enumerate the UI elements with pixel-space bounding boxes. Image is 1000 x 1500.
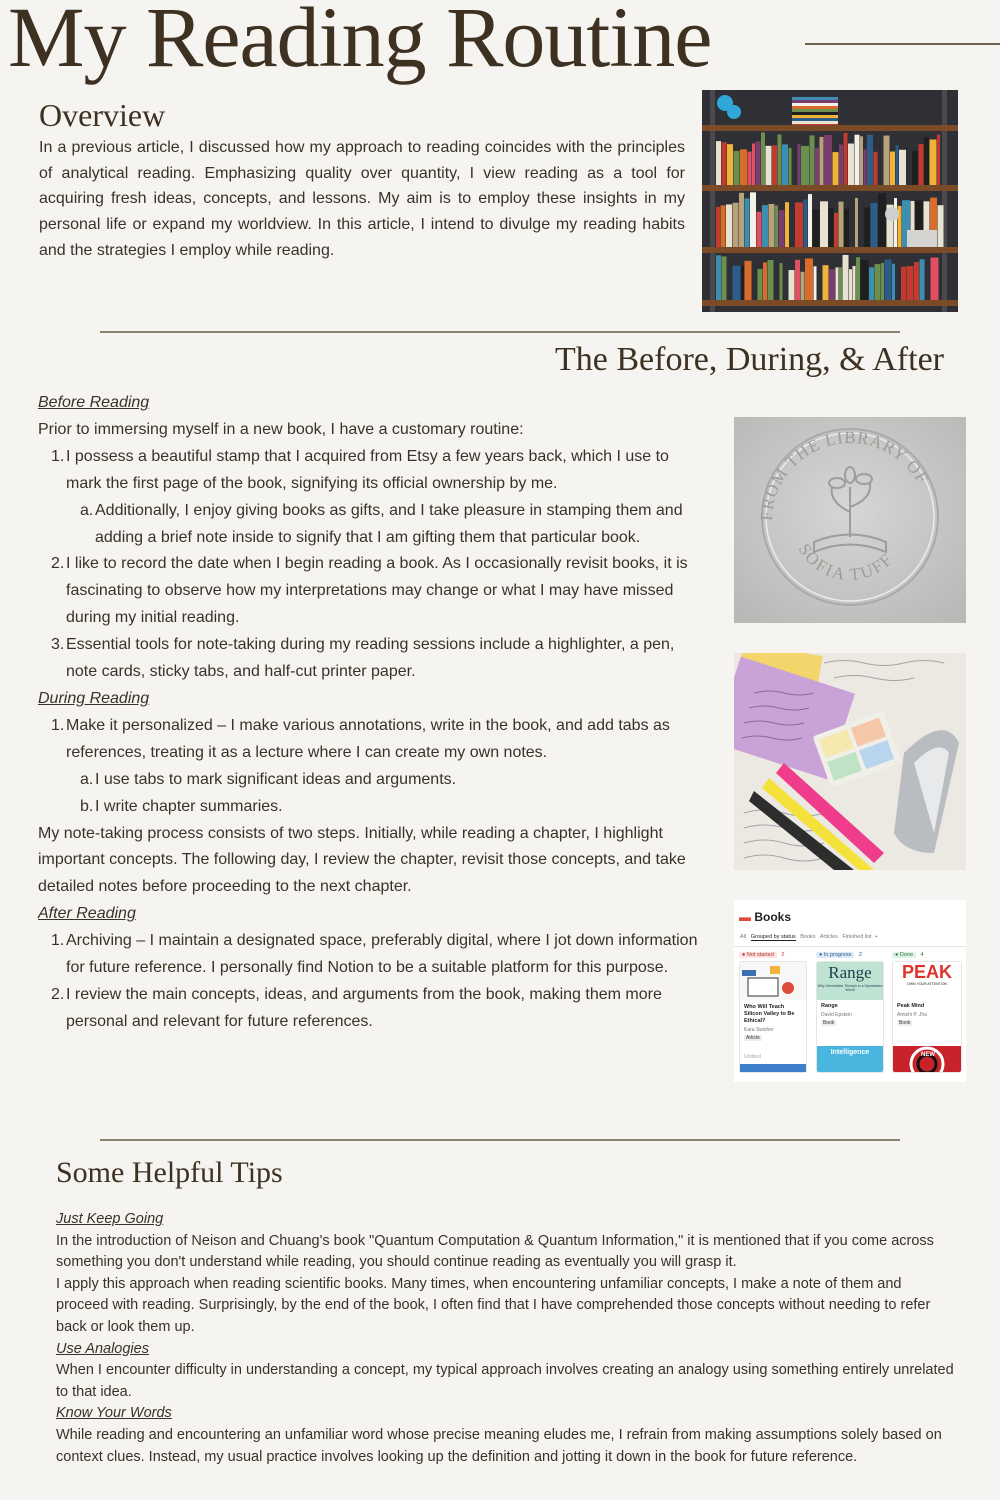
tip-know-your-words-title: Know Your Words bbox=[56, 1405, 172, 1422]
status-badge: ● Not started bbox=[739, 952, 777, 958]
book-spine bbox=[739, 193, 744, 247]
book-spine bbox=[901, 267, 906, 300]
list-item: 3. Essential tools for note-taking during my reading sessions include a highlighter, a pen, note cards, sticky tabs, and half-cut printer paper. bbox=[51, 636, 675, 681]
book-spine bbox=[768, 260, 774, 300]
book-spine bbox=[808, 194, 812, 247]
card-tag: Book bbox=[823, 1020, 835, 1026]
tab-books[interactable]: Books bbox=[800, 934, 816, 940]
book-spine bbox=[885, 259, 892, 300]
routine-section bbox=[38, 390, 708, 1036]
book-spine bbox=[884, 136, 890, 185]
book-spine bbox=[839, 202, 844, 247]
tip-paragraph: I apply this approach when reading scientific books. Many times, when encountering unfamiliar concepts, I make a note of them and proceed with reading. Surprisingly, by the end of the book, I often find that I have comprehended those concepts without needing to refer back or look them up. bbox=[56, 1275, 931, 1335]
list-item: b. I write chapter summaries. bbox=[80, 797, 283, 815]
book-spine bbox=[789, 270, 795, 300]
book-spine bbox=[772, 145, 777, 185]
note-taking-tools-photo bbox=[734, 653, 966, 870]
section-divider bbox=[100, 331, 900, 333]
status-count: 4 bbox=[920, 952, 924, 958]
book-spine bbox=[778, 134, 782, 185]
card-tag: Book bbox=[899, 1020, 911, 1026]
books-icon: ▬ bbox=[739, 910, 751, 924]
book-spine bbox=[750, 192, 756, 247]
section-divider bbox=[100, 1139, 900, 1141]
notion-tab-bar bbox=[740, 934, 878, 940]
book-spine bbox=[815, 148, 819, 185]
helpful-tips-heading: Some Helpful Tips bbox=[56, 1156, 283, 1189]
book-spine bbox=[924, 137, 929, 185]
list-item: 1. Archiving – I maintain a designated space, preferably digital, where I jot down information for future reference. I personally find Notion to be a suitable platform for this purpose. bbox=[51, 932, 698, 977]
book-spine bbox=[756, 141, 761, 185]
book-stack bbox=[792, 112, 838, 115]
book-spine bbox=[722, 256, 727, 300]
book-spine bbox=[820, 201, 828, 247]
book-spine bbox=[899, 150, 906, 185]
card-author: David Epstein bbox=[821, 1012, 852, 1018]
list-item: 2. I like to record the date when I begin reading a book. As I occasionally revisit books, it is fascinating to observe how my interpretations may change or what I may have missed during my initial reading. bbox=[51, 555, 688, 627]
book-spine bbox=[912, 151, 918, 185]
card-tag: Article bbox=[746, 1035, 760, 1041]
book-spine bbox=[789, 148, 792, 185]
before-reading-subheading: Before Reading bbox=[38, 394, 150, 411]
book-spine bbox=[763, 262, 767, 300]
notes-illustration bbox=[734, 653, 966, 870]
list-item: a. Additionally, I enjoy giving books as gifts, and I take pleasure in stamping them and adding a brief note inside to signify that I am gifting them that particular book. bbox=[80, 501, 683, 546]
add-icon[interactable]: + bbox=[874, 934, 878, 940]
tab-finished-list[interactable]: Finished list bbox=[842, 934, 872, 940]
book-spine bbox=[878, 193, 886, 247]
book-spine bbox=[741, 266, 744, 300]
book-spine bbox=[860, 136, 863, 185]
book-spine bbox=[894, 198, 897, 247]
book-spine bbox=[930, 139, 937, 185]
card-cover: Range Why Generalists Triumph in a Specialized World bbox=[817, 962, 883, 1000]
book-spine bbox=[843, 255, 849, 300]
list-item: 1. Make it personalized – I make various annotations, write in the book, and add tabs as references, treating it as a lecture where I can create my own notes. bbox=[51, 716, 670, 761]
tip-paragraph: When I encounter difficulty in understanding a concept, my typical approach involves creating an analogy using something entirely unrelated to that idea. bbox=[56, 1362, 954, 1400]
tips-section bbox=[56, 1209, 956, 1468]
book-stack bbox=[792, 121, 838, 124]
book-spine bbox=[745, 198, 750, 247]
stamp-illustration bbox=[734, 417, 966, 623]
overview-text: In a previous article, I discussed how my approach to reading coincides with the principles of analytical reading. Emphasizing quality over quantity, I view reading as a tool for acquiring fresh ideas, concepts, and lessons. My aim is to employ these insights in my personal life or expand my worldview. In this article, I intend to divulge my reading habits and the strategies I employ while reading. bbox=[39, 139, 685, 259]
stamp-top-text: FROM THE LIBRARY OF bbox=[756, 427, 933, 522]
book-stack bbox=[792, 103, 838, 106]
book-spine bbox=[844, 133, 848, 185]
book-spine bbox=[855, 135, 860, 185]
bookshelf-photo bbox=[702, 90, 958, 312]
book-spine bbox=[795, 202, 803, 247]
card-title: Range bbox=[821, 1003, 838, 1009]
book-spine bbox=[853, 266, 856, 300]
card-illustration bbox=[740, 962, 806, 1000]
book-spine bbox=[937, 135, 940, 185]
book-spine bbox=[864, 207, 870, 247]
bookshelf-illustration bbox=[702, 90, 958, 312]
book-spine bbox=[820, 137, 824, 185]
book-spine bbox=[814, 266, 817, 300]
book-spine bbox=[824, 135, 832, 185]
tab-all[interactable]: All bbox=[740, 934, 747, 940]
book-spine bbox=[871, 203, 878, 247]
book-spine bbox=[762, 205, 768, 247]
card-untitled: Untitled bbox=[744, 1054, 761, 1060]
tip-just-keep-going-title: Just Keep Going bbox=[56, 1211, 164, 1227]
book-spine bbox=[869, 267, 874, 300]
note-taking-paragraph: My note-taking process consists of two steps. Initially, while reading a chapter, I highlight important concepts. The following day, I review the chapter, revisit those concepts, and take detailed notes before proceeding to the next chapter. bbox=[38, 824, 686, 896]
book-spine bbox=[766, 146, 772, 185]
book-spine bbox=[726, 204, 732, 247]
status-badge: ● Done bbox=[892, 952, 916, 958]
after-reading-subheading: After Reading bbox=[38, 905, 136, 923]
book-spine bbox=[839, 145, 843, 185]
tab-divider bbox=[734, 946, 966, 947]
book-spine bbox=[758, 269, 763, 300]
book-spine bbox=[779, 210, 785, 247]
svg-text:NEW: NEW bbox=[921, 1052, 935, 1058]
book-stack bbox=[792, 97, 838, 100]
book-spine bbox=[844, 209, 849, 247]
tip-paragraph: While reading and encountering an unfamiliar word whose precise meaning eludes me, I refrain from making assumptions solely based on context clues. Instead, my usual practice involves looking up the definition and jotting it down in the book for future reference. bbox=[56, 1426, 942, 1465]
list-item: 1. I possess a beautiful stamp that I acquired from Etsy a few years back, which I use to mark the first page of the book, signifying its official ownership by me. bbox=[51, 447, 669, 492]
book-spine bbox=[733, 266, 741, 300]
book-spine bbox=[848, 144, 854, 185]
book-spine bbox=[896, 145, 899, 185]
card-title: Peak Mind bbox=[897, 1003, 925, 1009]
book-spine bbox=[839, 267, 842, 300]
page-title: My Reading Routine bbox=[8, 0, 712, 85]
book-spine bbox=[805, 258, 813, 300]
card-cover-intelligence: Intelligence bbox=[817, 1046, 883, 1072]
book-spine bbox=[829, 269, 835, 300]
book-spine bbox=[875, 264, 881, 300]
book-spine bbox=[769, 204, 775, 247]
book-spine bbox=[813, 210, 820, 247]
book-stack bbox=[792, 118, 838, 121]
card-cover-new-world bbox=[893, 1046, 961, 1072]
book-spine bbox=[804, 199, 808, 247]
book-spine bbox=[752, 143, 755, 185]
book-spine bbox=[938, 205, 944, 247]
book-stack bbox=[792, 109, 838, 112]
book-spine bbox=[829, 208, 834, 247]
book-spine bbox=[745, 261, 752, 300]
board-column-in-progress bbox=[816, 952, 884, 1073]
board-column-done bbox=[892, 952, 962, 1073]
book-spine bbox=[727, 144, 733, 185]
book-spine bbox=[785, 202, 789, 247]
tab-grouped-by-status[interactable]: Grouped by status bbox=[750, 934, 796, 940]
before-during-after-heading: The Before, During, & After bbox=[555, 341, 944, 378]
status-badge: ● In progress bbox=[816, 952, 854, 958]
book-spine bbox=[733, 203, 739, 247]
book-spine bbox=[836, 267, 839, 300]
card-cover-strip bbox=[740, 1064, 806, 1072]
book-spine bbox=[740, 149, 747, 185]
notion-title: ▬ Books bbox=[739, 910, 792, 924]
before-reading-intro: Prior to immersing myself in a new book, I have a customary routine: bbox=[38, 420, 524, 438]
book-spine bbox=[855, 198, 858, 247]
book-spine bbox=[757, 212, 762, 247]
book-spine bbox=[782, 144, 788, 185]
board-column-not-started bbox=[739, 952, 807, 1073]
book-spine bbox=[907, 266, 914, 300]
stamp-bottom-text: SOFIA TUFF bbox=[794, 540, 898, 585]
book-spine bbox=[920, 259, 925, 300]
book-spine bbox=[874, 152, 878, 185]
book-spine bbox=[795, 260, 800, 300]
book-spine bbox=[881, 263, 884, 300]
board-card[interactable] bbox=[739, 961, 807, 1073]
book-stack bbox=[792, 100, 838, 103]
embossed-stamp-photo bbox=[734, 417, 966, 623]
board-card[interactable] bbox=[892, 961, 962, 1073]
card-author: Amishi P. Jha bbox=[897, 1012, 927, 1018]
book-spine bbox=[931, 258, 939, 300]
book-spine bbox=[890, 152, 895, 185]
book-spine bbox=[780, 263, 783, 300]
book-spine bbox=[861, 260, 869, 300]
book-spine bbox=[716, 207, 720, 247]
during-reading-subheading: During Reading bbox=[38, 689, 150, 707]
book-spine bbox=[892, 264, 895, 300]
tab-articles[interactable]: Articles bbox=[819, 934, 838, 940]
book-spine bbox=[761, 132, 765, 185]
list-item: 2. I review the main concepts, ideas, and arguments from the book, making them more personal and relevant for future references. bbox=[51, 985, 662, 1030]
overview-heading: Overview bbox=[39, 97, 166, 133]
list-item: a. I use tabs to mark significant ideas and arguments. bbox=[80, 770, 457, 788]
book-spine bbox=[801, 272, 805, 300]
book-spine bbox=[834, 213, 838, 247]
card-author: Kara Swisher bbox=[744, 1027, 774, 1033]
book-stack bbox=[792, 115, 838, 118]
board-card[interactable] bbox=[816, 961, 884, 1073]
tip-paragraph: In the introduction of Neison and Chuang's book "Quantum Computation & Quantum Information," it is mentioned that if you come across something you don't understand while reading, you should continue reading as eventually you will grasp it. bbox=[56, 1232, 934, 1271]
card-cover: PEAK OWN YOUR ATTENTION bbox=[893, 962, 961, 1000]
book-spine bbox=[722, 142, 727, 185]
book-spine bbox=[716, 255, 721, 300]
book-spine bbox=[748, 152, 752, 185]
book-spine bbox=[864, 149, 867, 185]
book-spine bbox=[798, 144, 801, 185]
book-spine bbox=[849, 269, 852, 300]
book-spine bbox=[867, 135, 873, 185]
status-count: 2 bbox=[858, 952, 862, 958]
book-spine bbox=[801, 146, 809, 185]
book-spine bbox=[919, 144, 924, 185]
notion-books-board bbox=[734, 900, 966, 1082]
book-stack bbox=[792, 106, 838, 109]
status-count: 2 bbox=[781, 952, 785, 958]
book-spine bbox=[810, 135, 815, 185]
book-spine bbox=[833, 152, 839, 185]
card-title: Who Will Teach Silicon Valley to Be Ethical? bbox=[744, 1004, 795, 1024]
book-spine bbox=[775, 206, 778, 247]
book-spine bbox=[856, 257, 860, 300]
book-spine bbox=[716, 141, 721, 185]
book-spine bbox=[914, 262, 919, 300]
tip-use-analogies-title: Use Analogies bbox=[56, 1340, 149, 1357]
book-spine bbox=[734, 151, 740, 185]
book-spine bbox=[823, 265, 829, 300]
title-divider bbox=[805, 43, 1000, 45]
book-spine bbox=[721, 205, 726, 247]
